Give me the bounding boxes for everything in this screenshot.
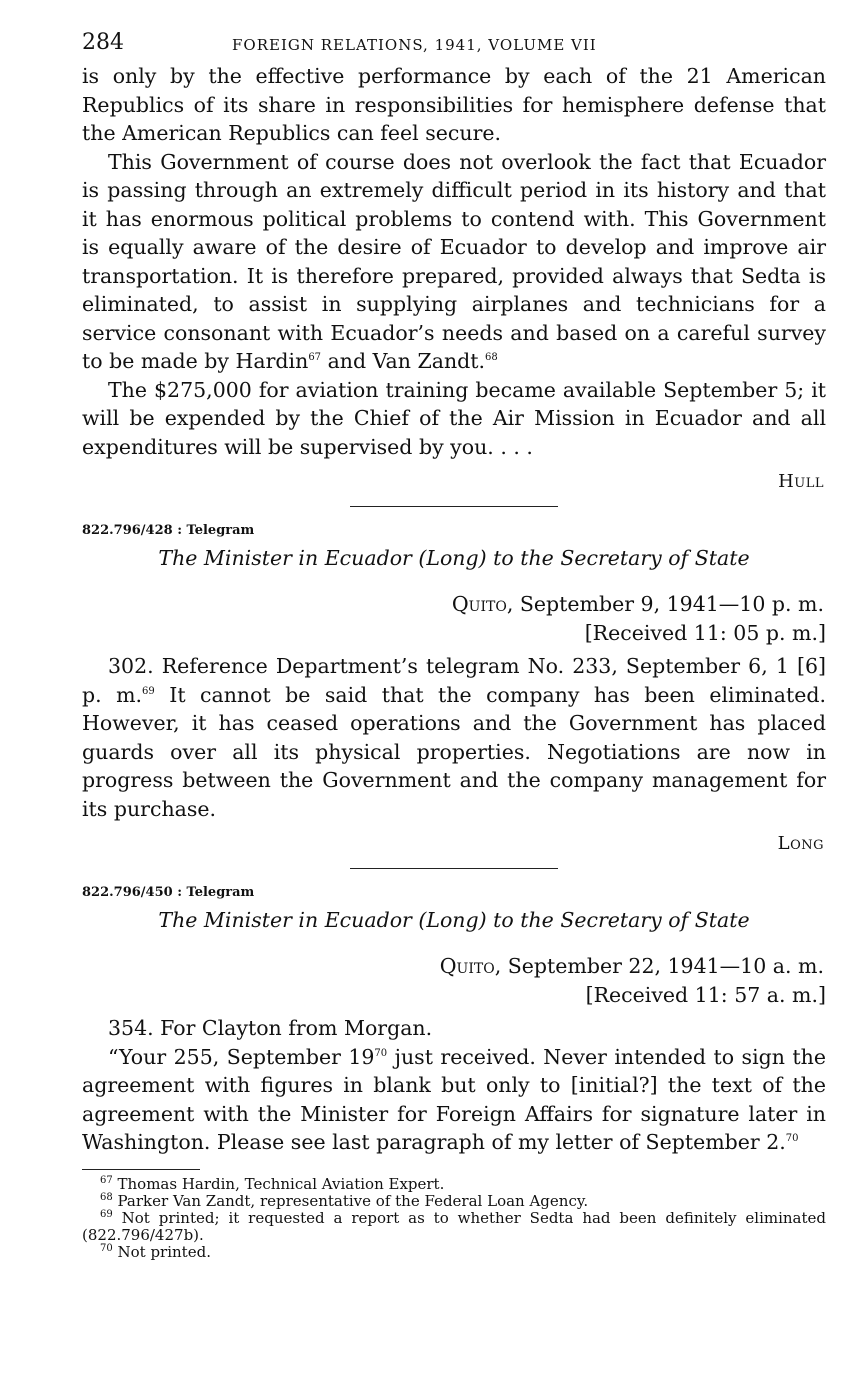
footnote-divider (82, 1169, 200, 1170)
footnote-ref: 69 (142, 685, 155, 697)
footnote-ref: 68 (485, 352, 498, 364)
received-note: [Received 11: 57 a. m.] (585, 983, 826, 1007)
section-divider (350, 506, 558, 507)
footnotes (82, 1176, 826, 1261)
footnote (82, 1244, 826, 1261)
footnote-number: 69 (100, 1208, 113, 1220)
footnote-number: 67 (100, 1174, 113, 1186)
footnote-ref: 67 (308, 352, 322, 364)
signature: Hull (778, 471, 824, 492)
footnote (82, 1176, 826, 1193)
paragraph-text: It cannot be said that the company has been eliminated. However, it has ceased operations and the Government has placed guards over all its physical properties. Negotiations are now in progress between the Government and the company management for its purchase. (82, 682, 826, 821)
dateline-place: Quito (451, 592, 507, 616)
dateline-date: , September 22, 1941—10 a. m. (494, 954, 824, 978)
footnote-ref: 70 (785, 1133, 799, 1145)
file-number: 822.796/450 : Telegram (82, 885, 255, 900)
paragraph-text: and Van Zandt. (321, 349, 486, 373)
dateline (82, 952, 824, 981)
dateline (82, 590, 824, 619)
document-title: The Minister in Ecuador (Long) to the Secretary of State (158, 908, 750, 932)
paragraph-text: “Your 255, September 19 (108, 1044, 375, 1069)
running-title: FOREIGN RELATIONS, 1941, VOLUME VII (232, 36, 597, 54)
paragraph-text: 302. Reference Department’s telegram No. 233, September 6, 1 [6] p. m. (82, 654, 826, 707)
footnote-text: Thomas Hardin, Technical Aviation Expert. (112, 1174, 445, 1193)
footnote-text: Parker Van Zandt, representative of the Federal Loan Agency. (112, 1191, 589, 1210)
footnote-text: Not printed; it requested a report as to whether Sedta had been definitely eliminated (822.796/427b). (82, 1208, 826, 1244)
signature: Long (777, 833, 824, 854)
section-divider (350, 868, 558, 869)
document-title: The Minister in Ecuador (Long) to the Secretary of State (158, 546, 750, 570)
paragraph-text: just received. Never intended to sign the agreement with figures in blank but only to [initial?] the text of the agreement with the Minister for Foreign Affairs for signature later in Washington. Please see last paragraph of my letter of September 2. (82, 1044, 826, 1154)
footnote-ref: 70 (374, 1047, 388, 1059)
paragraph (82, 148, 826, 376)
footnote-number: 70 (100, 1242, 113, 1254)
page-number: 284 (82, 30, 124, 55)
dateline-place: Quito (439, 954, 495, 978)
paragraph-text: This Government of course does not overlook the fact that Ecuador is passing through an extremely difficult period in its history and that it has enormous political problems to contend with. This Government is equally aware of the desire of Ecuador to develop and improve air transportation. It is therefore prepared, provided always that Sedta is eliminated, to assist in supplying airplanes and technicians for a service consonant with Ecuador’s needs and based on a careful survey to be made by Hardin (82, 149, 826, 373)
paragraph: 354. For Clayton from Morgan. (108, 1016, 433, 1040)
paragraph (82, 1043, 826, 1157)
running-head (82, 28, 826, 62)
footnote-number: 68 (100, 1191, 113, 1203)
footnote-text: Not printed. (112, 1242, 211, 1261)
paragraph: The $275,000 for aviation training became available September 5; it will be expended by the Chief of the Air Mission in Ecuador and all expenditures will be supervised by you. . . . (82, 377, 826, 459)
footnote (82, 1210, 826, 1244)
paragraph (82, 652, 826, 823)
footnote (82, 1193, 826, 1210)
paragraph: is only by the effective performance by each of the 21 American Republics of its share in responsibilities for hemisphere defense that the American Republics can feel secure. (82, 64, 826, 145)
dateline-date: , September 9, 1941—10 p. m. (506, 592, 824, 616)
file-number: 822.796/428 : Telegram (82, 523, 255, 538)
document-body (82, 62, 826, 1157)
received-note: [Received 11: 05 p. m.] (584, 621, 826, 645)
